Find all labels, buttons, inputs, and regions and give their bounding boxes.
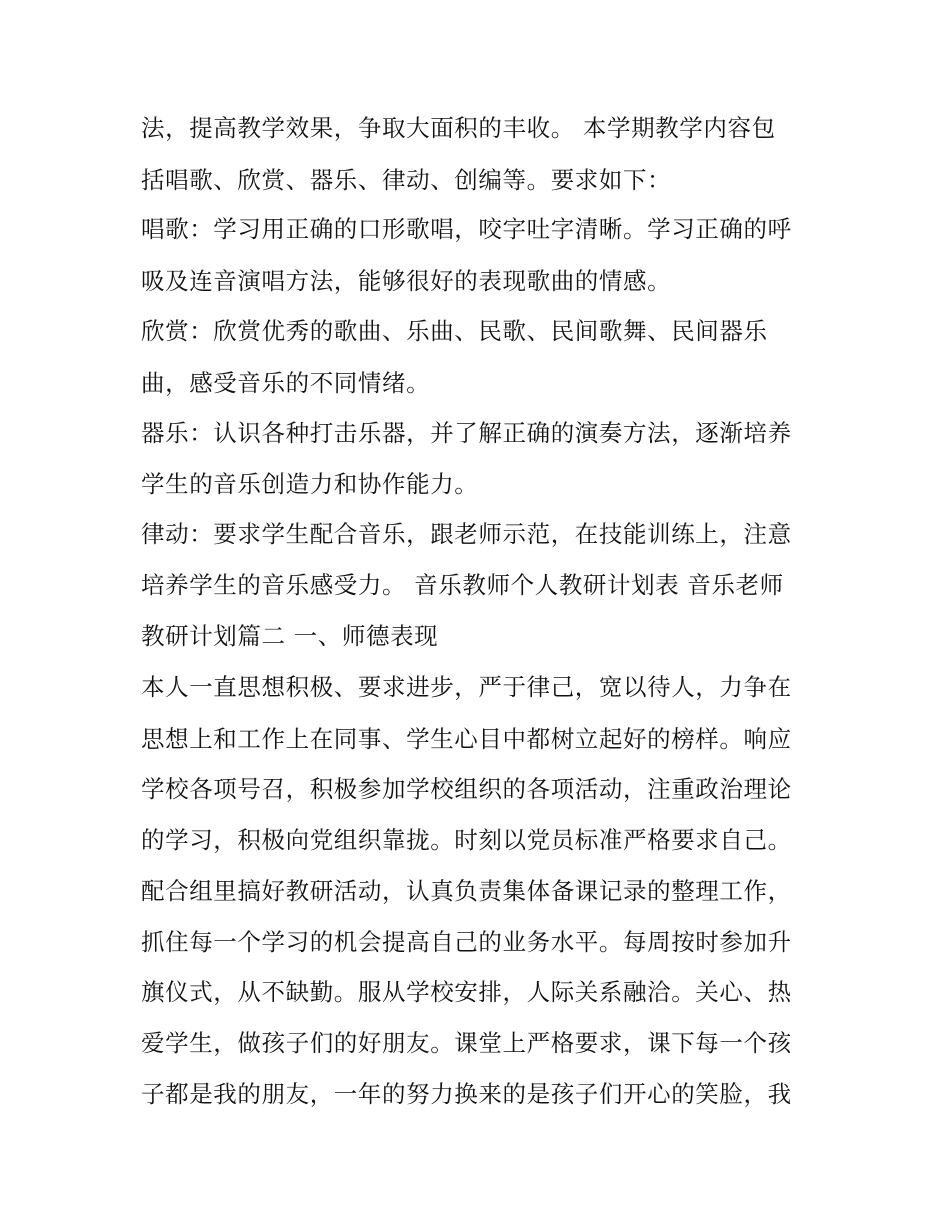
text-line: 的学习，积极向党组织靠拢。时刻以党员标准严格要求自己。	[141, 826, 792, 854]
text-line: 学生的音乐创造力和协作能力。	[141, 470, 479, 498]
text-line: 爱学生，做孩子们的好朋友。课堂上严格要求，课下每一个孩	[141, 1029, 792, 1057]
text-line: 律动：要求学生配合音乐，跟老师示范，在技能训练上，注意	[141, 520, 792, 548]
text-line: 子都是我的朋友，一年的努力换来的是孩子们开心的笑脸，我	[141, 1080, 792, 1108]
text-line: 配合组里搞好教研活动，认真负责集体备课记录的整理工作，	[141, 877, 792, 905]
text-line: 抓住每一个学习的机会提高自己的业务水平。每周按时参加升	[141, 928, 792, 956]
text-line: 本人一直思想积极、要求进步，严于律己，宽以待人，力争在	[141, 673, 792, 701]
text-line: 法，提高教学效果，争取大面积的丰收。 本学期教学内容包	[141, 114, 776, 142]
text-line: 曲，感受音乐的不同情绪。	[141, 369, 431, 397]
text-line: 唱歌：学习用正确的口形歌唱，咬字吐字清晰。学习正确的呼	[141, 215, 792, 243]
text-line: 思想上和工作上在同事、学生心目中都树立起好的榜样。响应	[141, 725, 792, 753]
text-line: 括唱歌、欣赏、器乐、律动、创编等。要求如下：	[141, 166, 672, 194]
text-line: 器乐：认识各种打击乐器，并了解正确的演奏方法，逐渐培养	[141, 419, 792, 447]
text-line: 旗仪式，从不缺勤。服从学校安排，人际关系融洽。关心、热	[141, 978, 792, 1006]
text-line: 欣赏：欣赏优秀的歌曲、乐曲、民歌、民间歌舞、民间器乐	[141, 317, 768, 345]
text-line: 学校各项号召，积极参加学校组织的各项活动，注重政治理论	[141, 775, 792, 803]
text-line: 培养学生的音乐感受力。 音乐教师个人教研计划表 音乐老师	[141, 571, 784, 599]
text-line: 教研计划篇二 一、师德表现	[141, 622, 439, 650]
text-line: 吸及连音演唱方法，能够很好的表现歌曲的情感。	[141, 267, 672, 295]
